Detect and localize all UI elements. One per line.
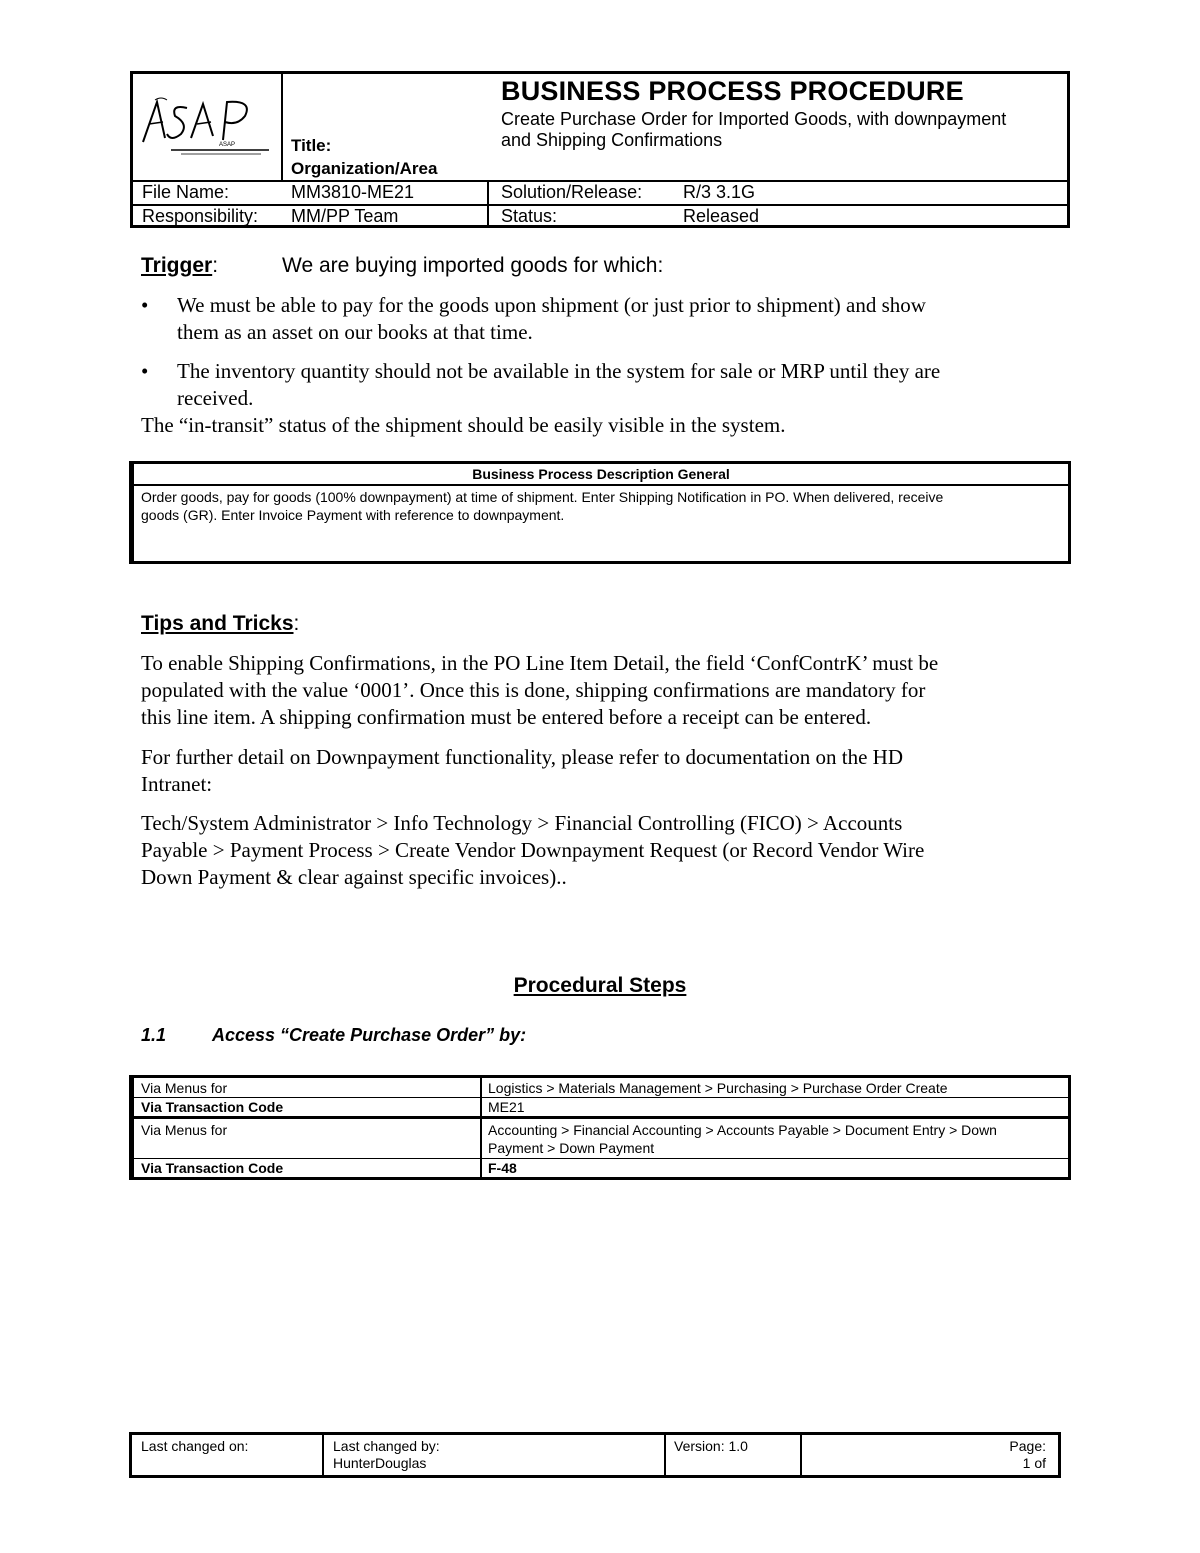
page-value: 1 of [1022, 1455, 1046, 1471]
status-label: Status: [501, 206, 558, 226]
divider [322, 1435, 324, 1475]
trigger-label: Trigger [141, 254, 213, 277]
divider [480, 1078, 482, 1177]
step-number: 1.1 [141, 1025, 167, 1045]
row-label: Via Menus for [141, 1080, 228, 1096]
text-line: this line item. A shipping confirmation must be entered before a receipt can be entered. [141, 705, 872, 729]
text-line: Payable > Payment Process > Create Vendor Downpayment Request (or Record Vendor Wire [141, 838, 925, 862]
divider [281, 74, 283, 181]
text-line: Intranet: [141, 772, 213, 796]
row-label: Via Transaction Code [141, 1160, 284, 1176]
row-value: Accounting > Financial Accounting > Accounts Payable > Document Entry > Down [488, 1122, 997, 1138]
tips-heading [141, 610, 299, 637]
trigger-text: We are buying imported goods for which: [282, 254, 664, 277]
text-line: To enable Shipping Confirmations, in the PO Line Item Detail, the field ‘ConfContrK’ must be [141, 651, 939, 675]
row-value: Payment > Down Payment [488, 1140, 655, 1156]
bullet-icon: • [141, 359, 149, 383]
version-label: Version: 1.0 [674, 1438, 748, 1454]
last-changed-by-value: HunterDouglas [333, 1455, 427, 1471]
solution-release-value: R/3 3.1G [683, 182, 756, 202]
row-label: Via Menus for [141, 1122, 228, 1138]
document-subtitle-line2: and Shipping Confirmations [501, 130, 723, 150]
organization-label: Organization/Area [291, 159, 438, 178]
title-label: Title: [291, 136, 332, 155]
trigger-bullet [141, 358, 1061, 412]
last-changed-on-label: Last changed on: [141, 1438, 249, 1454]
trigger-colon: : [212, 254, 219, 277]
tips-paragraph-3 [141, 810, 924, 891]
responsibility-label: Responsibility: [142, 206, 259, 226]
divider [800, 1435, 802, 1475]
description-header: Business Process Description General [472, 466, 730, 482]
business-process-description-box [129, 461, 1071, 564]
tips-colon: : [293, 612, 300, 635]
document-footer [129, 1432, 1061, 1478]
description-line2: goods (GR). Enter Invoice Payment with reference to downpayment. [141, 507, 565, 523]
last-changed-by-label: Last changed by: [333, 1438, 440, 1454]
divider [134, 1116, 1068, 1119]
procedural-steps-heading: Procedural Steps [513, 974, 687, 997]
text-line: Tech/System Administrator > Info Technology > Financial Controlling (FICO) > Accounts [141, 811, 903, 835]
file-name-value: MM3810-ME21 [291, 182, 415, 202]
file-name-label: File Name: [142, 182, 230, 202]
asap-logo [141, 94, 271, 159]
step-title: Access “Create Purchase Order” by: [212, 1025, 527, 1045]
text-line: Down Payment & clear against specific invoices).. [141, 865, 567, 889]
bullet-line: them as an asset on our books at that time. [177, 320, 533, 344]
bullet-line: received. [177, 386, 254, 410]
tips-paragraph-2 [141, 744, 903, 798]
trigger-bullet [141, 292, 1061, 346]
text-line: For further detail on Downpayment functionality, please refer to documentation on the HD [141, 745, 903, 769]
trigger-after-text: The “in-transit” status of the shipment should be easily visible in the system. [141, 413, 786, 437]
logo-text: ASAP [219, 142, 236, 148]
row-value: F-48 [488, 1160, 517, 1176]
description-line1: Order goods, pay for goods (100% downpayment) at time of shipment. Enter Shipping Notification in PO. When delivered, receive [141, 489, 944, 505]
document-header [130, 71, 1070, 228]
document-subtitle-line1: Create Purchase Order for Imported Goods, with downpayment [501, 109, 1007, 129]
bullet-icon: • [141, 293, 149, 317]
row-label: Via Transaction Code [141, 1099, 284, 1115]
solution-release-label: Solution/Release: [501, 182, 643, 202]
page-label: Page: [1009, 1438, 1046, 1454]
responsibility-value: MM/PP Team [291, 206, 399, 226]
status-value: Released [683, 206, 760, 226]
bullet-line: The inventory quantity should not be available in the system for sale or MRP until they are [177, 359, 941, 383]
text-line: populated with the value ‘0001’. Once this is done, shipping confirmations are mandatory for [141, 678, 926, 702]
divider [664, 1435, 666, 1475]
document-type-title: BUSINESS PROCESS PROCEDURE [501, 76, 964, 106]
row-value: Logistics > Materials Management > Purchasing > Purchase Order Create [488, 1080, 948, 1096]
transaction-table [129, 1075, 1071, 1180]
bullet-line: We must be able to pay for the goods upon shipment (or just prior to shipment) and show [177, 293, 926, 317]
row-value: ME21 [488, 1099, 525, 1115]
tips-paragraph-1 [141, 650, 938, 731]
divider [134, 484, 1068, 486]
trigger-heading [141, 252, 218, 279]
tips-label: Tips and Tricks [141, 612, 294, 635]
divider [133, 204, 1067, 206]
